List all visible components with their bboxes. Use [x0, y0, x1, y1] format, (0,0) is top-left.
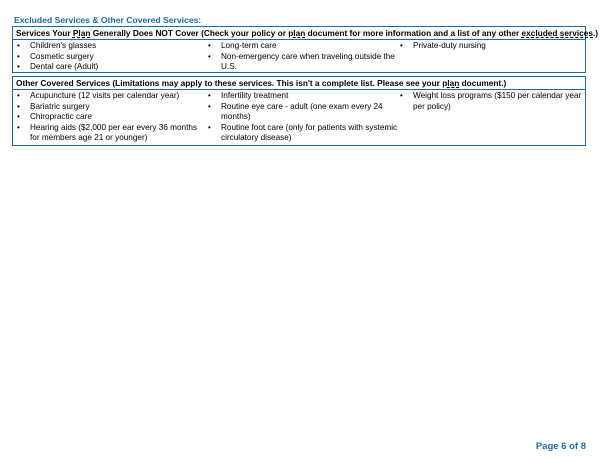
- excluded-column-2: [207, 41, 399, 73]
- page-number: Page 6 of 8: [535, 441, 586, 452]
- excluded-services-term-link[interactable]: excluded services: [521, 28, 593, 38]
- list-item: • Cosmetic surgery: [16, 52, 207, 63]
- list-item: • Chiropractic care: [16, 112, 207, 123]
- list-item: • Private-duty nursing: [399, 41, 584, 52]
- list-item: • Acupuncture (12 visits per calendar year): [16, 91, 207, 102]
- other-covered-services-header: Other Covered Services (Limitations may apply to these services. This isn't a complete list. Please see your plan document.): [13, 77, 585, 90]
- list-item: • Long-term care: [207, 41, 399, 52]
- plan-term-link[interactable]: plan: [288, 28, 306, 38]
- list-item: • Hearing aids ($2,000 per ear every 36 months for members age 21 or younger): [16, 123, 207, 144]
- excluded-column-1: [16, 41, 207, 73]
- list-item: • Bariatric surgery: [16, 102, 207, 113]
- excluded-services-columns: [13, 40, 585, 73]
- excluded-column-3: [399, 41, 584, 73]
- list-item: • Routine foot care (only for patients with systemic circulatory disease): [207, 123, 399, 144]
- excluded-services-box: [12, 26, 599, 73]
- plan-term-link[interactable]: plan: [442, 78, 460, 88]
- other-column-3: [399, 91, 584, 144]
- other-covered-services-box: [12, 76, 586, 146]
- other-column-1: [16, 91, 207, 144]
- other-services-columns: [13, 90, 585, 144]
- other-column-2: [207, 91, 399, 144]
- list-item: • Routine eye care - adult (one exam every 24 months): [207, 102, 399, 123]
- list-item: • Non-emergency care when traveling outside the U.S.: [207, 52, 399, 73]
- list-item: • Infertility treatment: [207, 91, 399, 102]
- list-item: • Weight loss programs ($150 per calendar year per policy): [399, 91, 584, 112]
- list-item: • Dental care (Adult): [16, 62, 207, 73]
- list-item: • Children's glasses: [16, 41, 207, 52]
- section-title: Excluded Services & Other Covered Services:: [14, 15, 202, 25]
- excluded-services-header: Services Your Plan Generally Does NOT Cover (Check your policy or plan document for more information and a list of any other excluded services.): [13, 27, 585, 40]
- plan-term-link[interactable]: Plan: [72, 28, 91, 38]
